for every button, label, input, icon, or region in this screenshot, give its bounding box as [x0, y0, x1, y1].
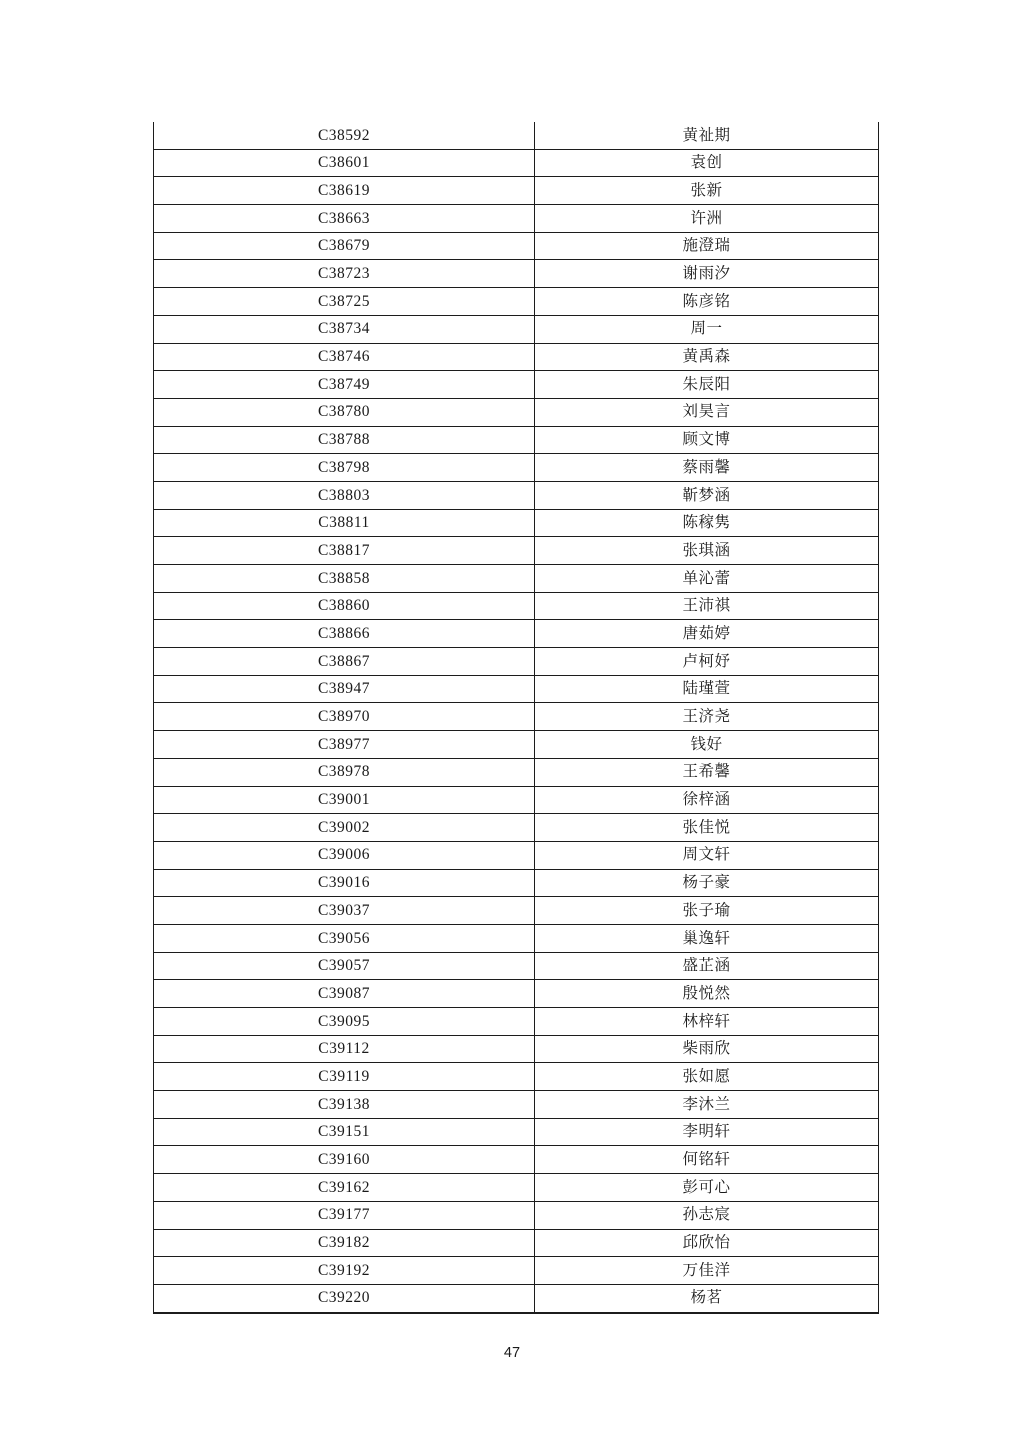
table-row — [154, 758, 879, 786]
candidate-id-cell: C39177 — [154, 1201, 535, 1229]
table-row — [154, 565, 879, 593]
table-row — [154, 177, 879, 205]
candidate-id-cell: C38811 — [154, 509, 535, 537]
candidate-name-cell: 王沛祺 — [535, 592, 879, 620]
table-row — [154, 1284, 879, 1312]
candidate-id-cell: C39056 — [154, 924, 535, 952]
candidate-id-cell: C38592 — [154, 122, 535, 149]
table-row — [154, 398, 879, 426]
candidate-id-cell: C39002 — [154, 814, 535, 842]
candidate-id-cell: C38746 — [154, 343, 535, 371]
table-row — [154, 205, 879, 233]
candidate-id-cell: C38798 — [154, 454, 535, 482]
candidate-name-cell: 张佳悦 — [535, 814, 879, 842]
candidate-name-cell: 杨子豪 — [535, 869, 879, 897]
candidate-name-cell: 巢逸轩 — [535, 924, 879, 952]
roster-table — [153, 122, 879, 1314]
candidate-name-cell: 黄禹森 — [535, 343, 879, 371]
candidate-name-cell: 殷悦然 — [535, 980, 879, 1008]
candidate-name-cell: 李明轩 — [535, 1118, 879, 1146]
candidate-name-cell: 黄祉期 — [535, 122, 879, 149]
table-row — [154, 814, 879, 842]
roster-body — [154, 122, 879, 1313]
table-row — [154, 1091, 879, 1119]
candidate-id-cell: C39037 — [154, 897, 535, 925]
candidate-id-cell: C38803 — [154, 481, 535, 509]
candidate-name-cell: 陆瑾萱 — [535, 675, 879, 703]
table-row — [154, 1229, 879, 1257]
candidate-id-cell: C39162 — [154, 1174, 535, 1202]
table-row — [154, 1174, 879, 1202]
candidate-id-cell: C38734 — [154, 315, 535, 343]
table-row — [154, 980, 879, 1008]
candidate-name-cell: 施澄瑞 — [535, 232, 879, 260]
candidate-name-cell: 柴雨欣 — [535, 1035, 879, 1063]
table-row — [154, 1008, 879, 1036]
candidate-name-cell: 彭可心 — [535, 1174, 879, 1202]
candidate-id-cell: C38725 — [154, 288, 535, 316]
candidate-name-cell: 靳梦涵 — [535, 481, 879, 509]
table-row — [154, 841, 879, 869]
candidate-id-cell: C39192 — [154, 1257, 535, 1285]
candidate-id-cell: C39160 — [154, 1146, 535, 1174]
candidate-name-cell: 万佳洋 — [535, 1257, 879, 1285]
table-row — [154, 537, 879, 565]
table-row — [154, 592, 879, 620]
candidate-id-cell: C39151 — [154, 1118, 535, 1146]
candidate-id-cell: C38679 — [154, 232, 535, 260]
candidate-id-cell: C38817 — [154, 537, 535, 565]
candidate-name-cell: 林梓轩 — [535, 1008, 879, 1036]
table-row — [154, 869, 879, 897]
page-number: 47 — [503, 1345, 521, 1361]
candidate-name-cell: 张如愿 — [535, 1063, 879, 1091]
candidate-name-cell: 盛芷涵 — [535, 952, 879, 980]
table-row — [154, 232, 879, 260]
table-row — [154, 1118, 879, 1146]
candidate-name-cell: 周一 — [535, 315, 879, 343]
candidate-name-cell: 陈彦铭 — [535, 288, 879, 316]
table-row — [154, 454, 879, 482]
candidate-name-cell: 刘昊言 — [535, 398, 879, 426]
candidate-id-cell: C39016 — [154, 869, 535, 897]
table-row — [154, 315, 879, 343]
table-row — [154, 731, 879, 759]
candidate-name-cell: 王希馨 — [535, 758, 879, 786]
table-row — [154, 122, 879, 149]
candidate-name-cell: 单沁蕾 — [535, 565, 879, 593]
candidate-id-cell: C38866 — [154, 620, 535, 648]
candidate-id-cell: C39006 — [154, 841, 535, 869]
candidate-name-cell: 唐茹婷 — [535, 620, 879, 648]
candidate-name-cell: 孙志宸 — [535, 1201, 879, 1229]
table-row — [154, 509, 879, 537]
table-row — [154, 648, 879, 676]
candidate-name-cell: 王济尧 — [535, 703, 879, 731]
candidate-name-cell: 许洲 — [535, 205, 879, 233]
candidate-id-cell: C39112 — [154, 1035, 535, 1063]
candidate-name-cell: 陈稼隽 — [535, 509, 879, 537]
table-row — [154, 288, 879, 316]
candidate-name-cell: 何铭轩 — [535, 1146, 879, 1174]
candidate-id-cell: C38858 — [154, 565, 535, 593]
table-row — [154, 371, 879, 399]
table-row — [154, 260, 879, 288]
table-row — [154, 1063, 879, 1091]
candidate-name-cell: 杨茗 — [535, 1284, 879, 1312]
table-row — [154, 1146, 879, 1174]
table-row — [154, 481, 879, 509]
candidate-id-cell: C38867 — [154, 648, 535, 676]
table-row — [154, 1257, 879, 1285]
candidate-name-cell: 朱辰阳 — [535, 371, 879, 399]
candidate-name-cell: 张琪涵 — [535, 537, 879, 565]
table-row — [154, 675, 879, 703]
candidate-name-cell: 蔡雨馨 — [535, 454, 879, 482]
candidate-name-cell: 谢雨汐 — [535, 260, 879, 288]
candidate-id-cell: C38601 — [154, 149, 535, 177]
candidate-name-cell: 徐梓涵 — [535, 786, 879, 814]
candidate-id-cell: C38970 — [154, 703, 535, 731]
table-row — [154, 1201, 879, 1229]
candidate-id-cell: C39119 — [154, 1063, 535, 1091]
table-row — [154, 952, 879, 980]
candidate-id-cell: C39057 — [154, 952, 535, 980]
candidate-id-cell: C39087 — [154, 980, 535, 1008]
candidate-id-cell: C38749 — [154, 371, 535, 399]
candidate-id-cell: C38723 — [154, 260, 535, 288]
table-row — [154, 343, 879, 371]
candidate-id-cell: C38780 — [154, 398, 535, 426]
candidate-id-cell: C38860 — [154, 592, 535, 620]
candidate-id-cell: C38977 — [154, 731, 535, 759]
candidate-id-cell: C38978 — [154, 758, 535, 786]
table-row — [154, 149, 879, 177]
candidate-id-cell: C39220 — [154, 1284, 535, 1312]
candidate-id-cell: C38619 — [154, 177, 535, 205]
table-row — [154, 703, 879, 731]
candidate-id-cell: C39095 — [154, 1008, 535, 1036]
candidate-id-cell: C39001 — [154, 786, 535, 814]
candidate-name-cell: 李沐兰 — [535, 1091, 879, 1119]
table-row — [154, 1035, 879, 1063]
candidate-name-cell: 钱好 — [535, 731, 879, 759]
candidate-name-cell: 张子瑜 — [535, 897, 879, 925]
table-row — [154, 620, 879, 648]
candidate-id-cell: C39182 — [154, 1229, 535, 1257]
table-row — [154, 426, 879, 454]
candidate-name-cell: 邱欣怡 — [535, 1229, 879, 1257]
candidate-id-cell: C38663 — [154, 205, 535, 233]
candidate-id-cell: C38947 — [154, 675, 535, 703]
candidate-id-cell: C39138 — [154, 1091, 535, 1119]
candidate-name-cell: 张新 — [535, 177, 879, 205]
table-row — [154, 924, 879, 952]
candidate-name-cell: 顾文博 — [535, 426, 879, 454]
table-row — [154, 897, 879, 925]
candidate-id-cell: C38788 — [154, 426, 535, 454]
table-row — [154, 786, 879, 814]
candidate-name-cell: 卢柯妤 — [535, 648, 879, 676]
candidate-name-cell: 周文轩 — [535, 841, 879, 869]
candidate-name-cell: 袁创 — [535, 149, 879, 177]
